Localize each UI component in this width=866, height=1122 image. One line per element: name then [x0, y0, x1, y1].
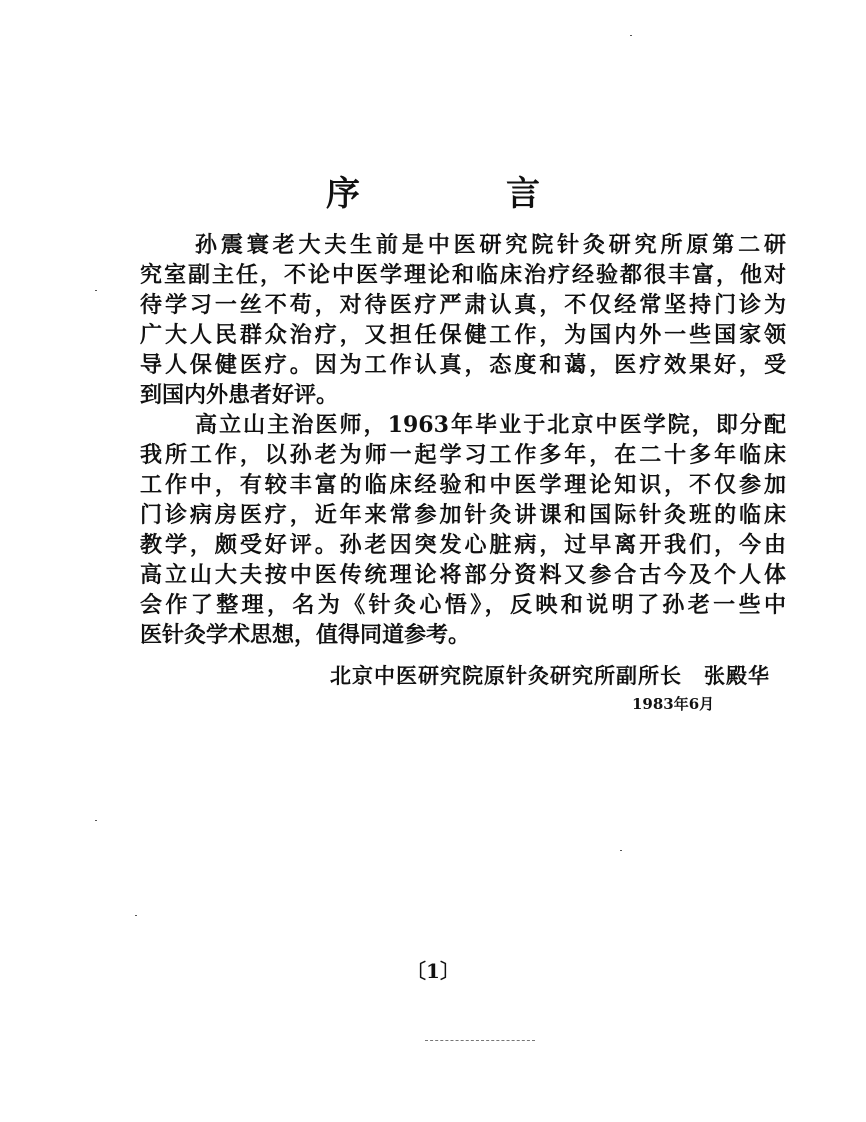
scan-speck [135, 915, 137, 916]
paragraph2-line: 医针灸学术思想，值得同道参考。 [140, 622, 471, 648]
paragraph2-line: 高立山主治医师，1963年毕业于北京中医学院，即分配 [195, 412, 786, 438]
paragraph2-line: 高立山大夫按中医传统理论将部分资料又参合古今及个人体 [140, 562, 786, 588]
paragraph2-line: 门诊病房医疗，近年来常参加针灸讲课和国际针灸班的临床 [140, 502, 786, 528]
paragraph1-line: 导人保健医疗。因为工作认真，态度和蔼，医疗效果好，受 [140, 352, 786, 378]
page-number: 〔1〕 [406, 959, 460, 983]
scan-speck [620, 850, 622, 851]
paragraph1-line: 孙震寰老大夫生前是中医研究院针灸研究所原第二研 [195, 232, 786, 258]
scan-speck [630, 35, 632, 36]
scan-artifact-line [425, 1040, 535, 1041]
paragraph1-line: 广大人民群众治疗，又担任保健工作，为国内外一些国家领 [140, 322, 786, 348]
paragraph1-line: 到国内外患者好评。 [140, 382, 339, 408]
signature: 北京中医研究院原针灸研究所副所长 张殿华 [330, 663, 770, 688]
paragraph2-line: 我所工作，以孙老为师一起学习工作多年，在二十多年临床 [140, 442, 786, 468]
paragraph1-line: 究室副主任，不论中医学理论和临床治疗经验都很丰富，他对 [140, 262, 786, 288]
paragraph2-line: 教学，颇受好评。孙老因突发心脏病，过早离开我们，今由 [140, 532, 786, 558]
paragraph2-line: 工作中，有较丰富的临床经验和中医学理论知识，不仅参加 [140, 472, 786, 498]
scan-speck [95, 290, 97, 291]
paragraph2-line: 会作了整理，名为《针灸心悟》，反映和说明了孙老一些中 [140, 592, 786, 618]
paragraph1-line: 待学习一丝不苟，对待医疗严肃认真，不仅经常坚持门诊为 [140, 292, 786, 318]
scan-speck [95, 820, 97, 821]
page-title: 序 言 [326, 174, 596, 214]
date: 1983年6月 [632, 695, 715, 713]
